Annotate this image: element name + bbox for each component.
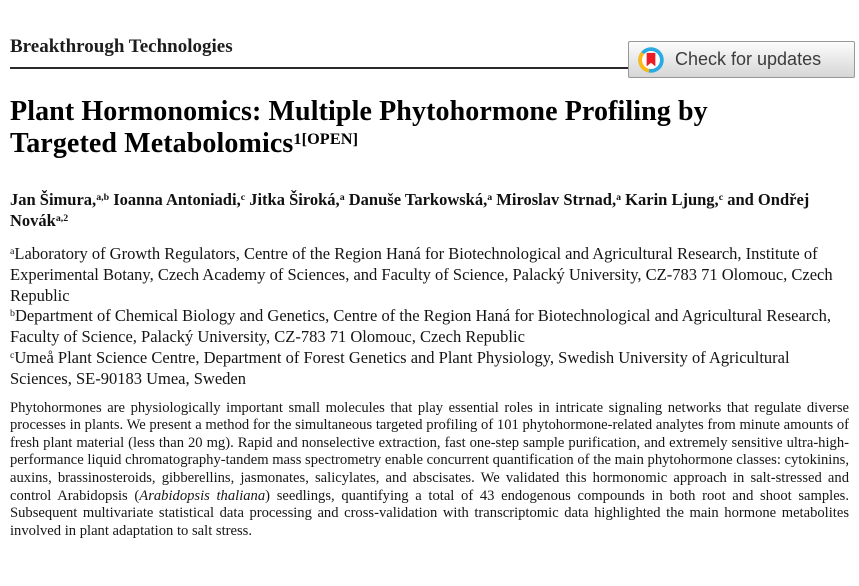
author-name: Karin Ljung, (621, 189, 719, 209)
section-label: Breakthrough Technologies (10, 36, 233, 57)
affiliations-block (10, 244, 849, 389)
author-affiliation-sup: a,2 (55, 212, 69, 224)
affiliation-a (10, 244, 849, 306)
check-for-updates-button[interactable] (628, 41, 855, 78)
author-name: Jan Šimura, (10, 189, 97, 209)
title-superscript: 1[OPEN] (293, 129, 359, 148)
abstract-text: ) seedlings, quantifying a total of 43 endogenous compounds in both root and shoot samples. Subsequent multivariate statistical data processing and cross-validation with transcriptomic data highlighted the main hormone metabolites involved in plant adaptation to salt stress. (10, 487, 850, 540)
author-name: Jitka Široká, (245, 189, 340, 209)
affiliation-sup: a (10, 246, 15, 258)
author-affiliation-sup: a (487, 191, 493, 203)
article-title (10, 96, 790, 160)
author-affiliation-sup: c (718, 191, 724, 203)
affiliation-sup: b (10, 308, 15, 320)
affiliation-text: Department of Chemical Biology and Genetics, Centre of the Region Haná for Biotechnological and Agricultural Research, Faculty of Science, Palacký University, CZ-783 71 Olomouc, Czech Republic (10, 306, 831, 347)
author-name: Ioanna Antoniadi, (109, 189, 241, 209)
abstract-text: Phytohormones are physiologically important small molecules that play essential roles in intricate signaling networks that regulate diverse processes in plants. We present a method for the simultaneous targeted profiling of 101 phytohormone-related analytes from minute amounts of fresh plant material (less than 20 mg). Rapid and nonselective extraction, fast one-step sample purification, and extremely sensitive ultra-high-performance liquid chromatography-tandem mass spectrometry enable concurrent quantification of the main phytohormone classes: cytokinins, auxins, brassinosteroids, gibberellins, jasmonates, salicylates, and abscisates. We validated this hormonomic approach in salt-stressed and control Arabidopsis ( (10, 399, 849, 504)
author-affiliation-sup: a,b (96, 191, 110, 203)
affiliation-sup: c (10, 350, 15, 361)
article-first-page (0, 36, 859, 541)
article-title-text: Plant Hormonomics: Multiple Phytohormone Profiling by Targeted Metabolomics (10, 96, 708, 159)
author-name: Miroslav Strnad, (492, 189, 617, 209)
affiliation-c (10, 348, 849, 390)
affiliation-text: Laboratory of Growth Regulators, Centre of the Region Haná for Biotechnological and Agricultural Research, Institute of Experimental Botany, Czech Academy of Sciences, and Faculty of Science, Palacký University, CZ-783 71 Olomouc, Czech Republic (10, 244, 833, 305)
author-affiliation-sup: a (339, 191, 345, 203)
affiliation-b (10, 306, 849, 348)
author-name: Danuše Tarkowská, (344, 189, 488, 209)
affiliation-text: Umeå Plant Science Centre, Department of Forest Genetics and Plant Physiology, Swedish University of Agricultural Sciences, SE-90183 Umea, Sweden (10, 347, 790, 388)
abstract-species-name: Arabidopsis thaliana (139, 487, 266, 504)
author-name: and Ondřej Novák (10, 189, 810, 230)
check-for-updates-label: Check for updates (675, 49, 822, 69)
author-affiliation-sup: a (616, 191, 622, 203)
author-affiliation-sup: c (240, 191, 246, 203)
crossmark-icon (636, 45, 666, 75)
abstract-paragraph (10, 400, 849, 541)
author-list (10, 189, 838, 231)
